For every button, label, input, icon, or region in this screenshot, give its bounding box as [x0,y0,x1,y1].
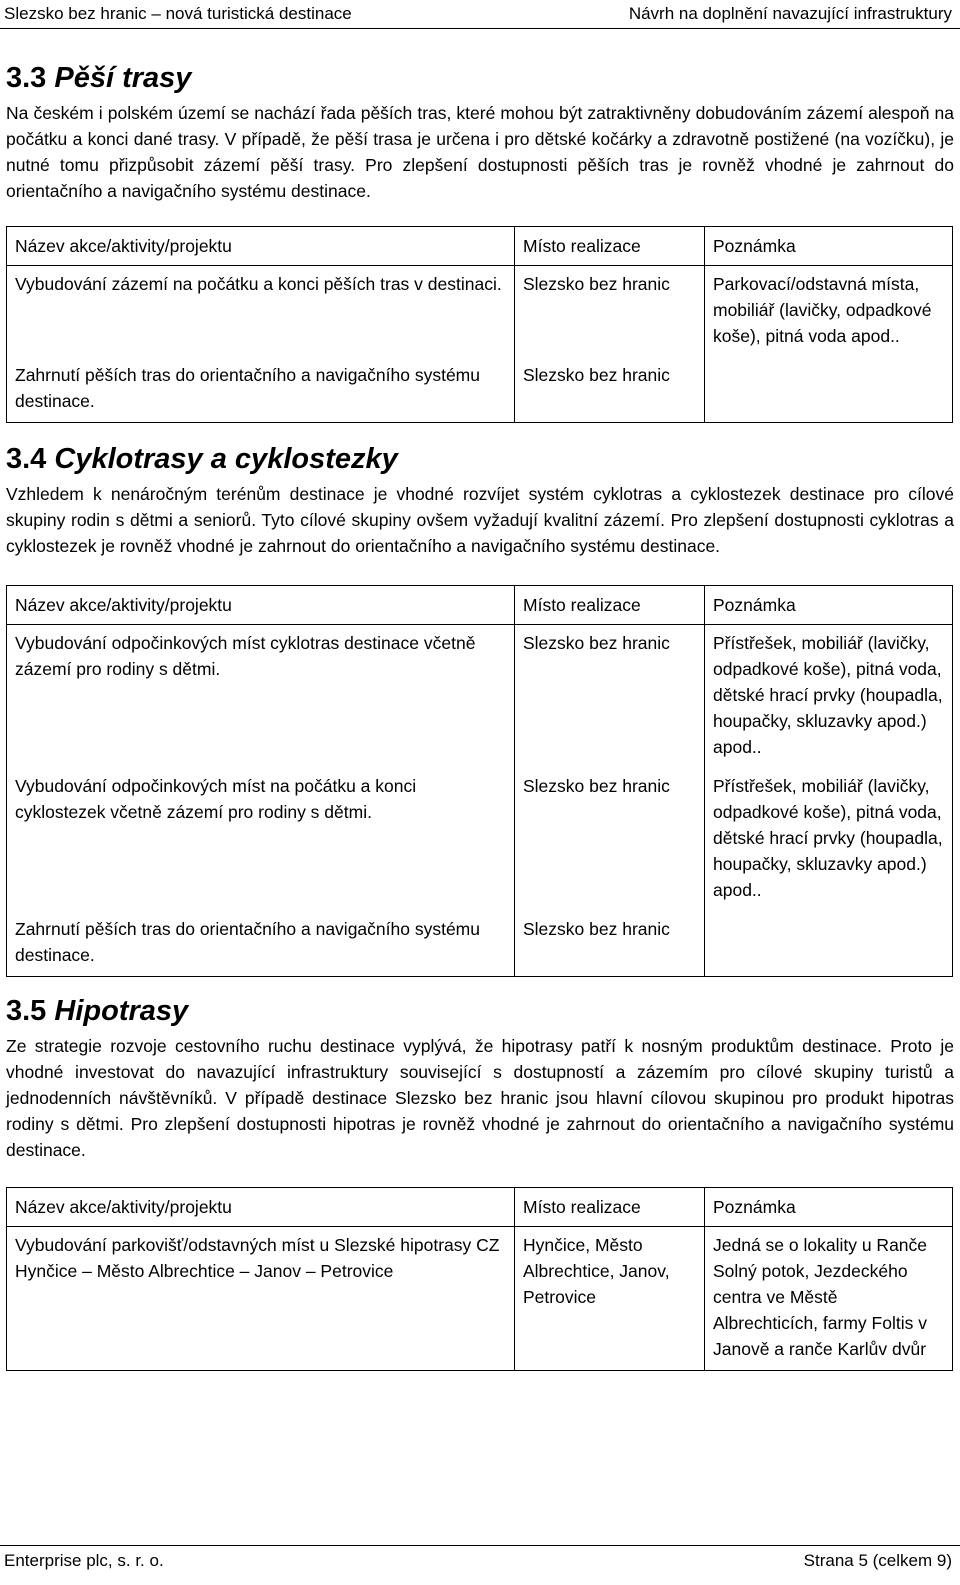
section-3-4 [6,437,954,977]
table-header-row [7,1188,953,1227]
cell-note: Přístřešek, mobiliář (lavičky, odpadkové koše), pitná voda, dětské hrací prvky (houpadla, houpačky, skluzavky apod.) apod.. [705,768,953,911]
col-header-place: Místo realizace [515,586,705,625]
col-header-note: Poznámka [705,1188,953,1227]
header-subtitle: Návrh na doplnění navazující infrastruktury [628,4,952,23]
col-header-place: Místo realizace [515,227,705,266]
cell-name: Vybudování odpočinkových míst cyklotras destinace včetně zázemí pro rodiny s dětmi. [7,625,515,769]
actions-table [6,1187,953,1371]
section-3-5 [6,989,954,1371]
table-row [7,266,953,358]
section-number: 3.3 [6,62,47,94]
cell-place: Slezsko bez hranic [515,768,705,911]
table-row [7,357,953,423]
cell-note: Parkovací/odstavná místa, mobiliář (lavičky, odpadkové koše), pitná voda apod.. [705,266,953,358]
cell-place: Slezsko bez hranic [515,266,705,358]
cell-name: Vybudování odpočinkových míst na počátku a konci cyklostezek včetně zázemí pro rodiny s dětmi. [7,768,515,911]
page-footer [0,1545,960,1585]
section-number: 3.4 [6,443,47,475]
footer-page-number: Strana 5 (celkem 9) [803,1551,952,1570]
cell-place: Slezsko bez hranic [515,357,705,423]
cell-note: Jedná se o lokality u Ranče Solný potok, Jezdeckého centra ve Městě Albrechticích, farmy Foltis v Janově a ranče Karlův dvůr [705,1227,953,1371]
cell-place: Hynčice, Město Albrechtice, Janov, Petrovice [515,1227,705,1371]
footer-company: Enterprise plc, s. r. o. [4,1551,164,1570]
cell-place: Slezsko bez hranic [515,911,705,977]
col-header-note: Poznámka [705,586,953,625]
section-number: 3.5 [6,995,47,1027]
section-heading [6,989,954,1033]
section-3-3 [6,56,954,423]
col-header-place: Místo realizace [515,1188,705,1227]
table-row [7,625,953,769]
section-heading [6,437,954,481]
section-title: Pěší trasy [54,62,192,94]
page-header [0,0,960,34]
section-paragraph: Na českém i polském území se nachází řada pěších tras, které mohou být zatraktivněny dobudováním zázemí alespoň na počátku a konci dané trasy. V případě, že pěší trasa je určena i pro dětské kočárky a zdravotně postižené (na vozíčku), je nutné tomu přizpůsobit zázemí pěší trasy. Pro zlepšení dostupnosti pěších tras je rovněž vhodné je zahrnout do orientačního a navigačního systému destinace. [6,103,954,201]
col-header-name: Název akce/aktivity/projektu [7,586,515,625]
section-title: Cyklotrasy a cyklostezky [54,443,398,475]
header-rule [0,28,960,29]
cell-name: Vybudování zázemí na počátku a konci pěších tras v destinaci. [7,266,515,358]
col-header-name: Název akce/aktivity/projektu [7,1188,515,1227]
section-heading [6,56,954,100]
table-row [7,768,953,911]
cell-note: Přístřešek, mobiliář (lavičky, odpadkové koše), pitná voda, dětské hrací prvky (houpadla, houpačky, skluzavky apod.) apod.. [705,625,953,769]
header-title: Slezsko bez hranic – nová turistická destinace [4,4,352,23]
cell-name: Vybudování parkovišť/odstavných míst u Slezské hipotrasy CZ Hynčice – Město Albrechtice – Janov – Petrovice [7,1227,515,1371]
actions-table [6,226,953,423]
table-row [7,911,953,977]
footer-rule [0,1545,960,1546]
table-header-row [7,586,953,625]
cell-note [705,357,953,423]
table-row [7,1227,953,1371]
section-paragraph: Vzhledem k nenáročným terénům destinace je vhodné rozvíjet systém cyklotras a cyklostezek destinace pro cílové skupiny rodin s dětmi a seniorů. Tyto cílové skupiny ovšem vyžadují kvalitní zázemí. Pro zlepšení dostupnosti cyklotras a cyklostezek je rovněž vhodné je zahrnout do orientačního a navigačního systému destinace. [6,484,954,556]
cell-name: Zahrnutí pěších tras do orientačního a navigačního systému destinace. [7,357,515,423]
col-header-name: Název akce/aktivity/projektu [7,227,515,266]
table-header-row [7,227,953,266]
cell-name: Zahrnutí pěších tras do orientačního a navigačního systému destinace. [7,911,515,977]
actions-table [6,585,953,977]
section-paragraph: Ze strategie rozvoje cestovního ruchu destinace vyplývá, že hipotrasy patří k nosným produktům destinace. Proto je vhodné investovat do navazující infrastruktury související s dostupností a zázemím pro cílové skupiny turistů a jednodenních návštěvníků. V případě destinace Slezsko bez hranic jsou hlavní cílovou skupinou pro produkt hipotras rodiny s dětmi. Pro zlepšení dostupnosti hipotras je rovněž vhodné je zahrnout do orientačního a navigačního systému destinace. [6,1036,954,1160]
section-title: Hipotrasy [54,995,189,1027]
page-content [6,56,954,1371]
cell-note [705,911,953,977]
cell-place: Slezsko bez hranic [515,625,705,769]
col-header-note: Poznámka [705,227,953,266]
